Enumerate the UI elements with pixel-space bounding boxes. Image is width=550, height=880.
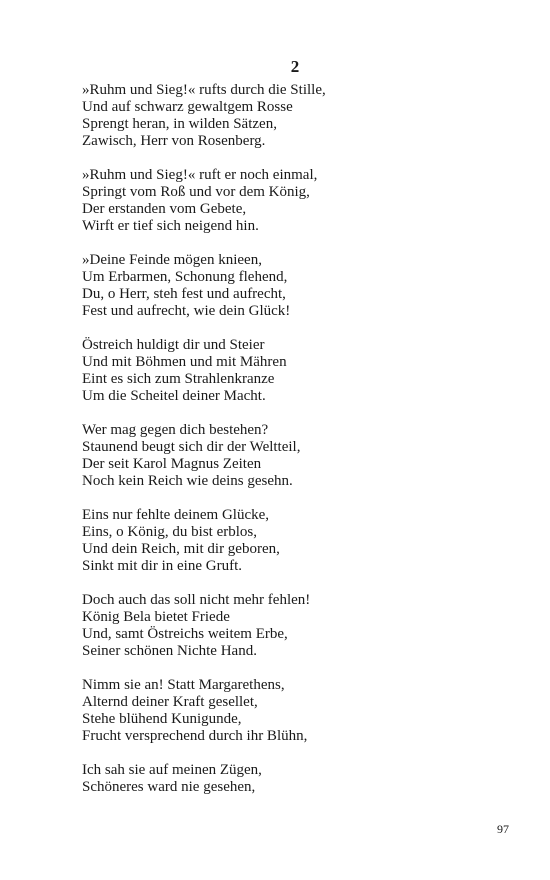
section-number: 2 [290, 57, 300, 76]
verse-line: Und mit Böhmen und mit Mähren [82, 354, 287, 370]
verse-line: Um Erbarmen, Schonung flehend, [82, 269, 288, 285]
verse-line: Und dein Reich, mit dir geboren, [82, 541, 280, 557]
verse-line: Eins nur fehlte deinem Glücke, [82, 507, 270, 523]
verse-line: Sinkt mit dir in eine Gruft. [82, 558, 242, 574]
verse-line: »Ruhm und Sieg!« ruft er noch einmal, [82, 167, 318, 183]
stanza [82, 252, 502, 320]
verse-line: Der seit Karol Magnus Zeiten [82, 456, 262, 472]
verse-line: Stehe blühend Kunigunde, [82, 711, 242, 727]
verse-line: Du, o Herr, steh fest und aufrecht, [82, 286, 286, 302]
verse-line: Staunend beugt sich dir der Weltteil, [82, 439, 301, 455]
verse-line: Seiner schönen Nichte Hand. [82, 643, 257, 659]
verse-line: Um die Scheitel deiner Macht. [82, 388, 266, 404]
verse-line: Eins, o König, du bist erblos, [82, 524, 257, 540]
verse-line: Wirft er tief sich neigend hin. [82, 218, 259, 234]
verse-line: Frucht versprechend durch ihr Blühn, [82, 728, 308, 744]
verse-line: Schöneres ward nie gesehen, [82, 779, 256, 795]
poem [82, 82, 502, 813]
stanza [82, 592, 502, 660]
verse-line: Eint es sich zum Strahlenkranze [82, 371, 275, 387]
stanza [82, 337, 502, 405]
verse-line: »Ruhm und Sieg!« rufts durch die Stille, [82, 82, 326, 98]
verse-line: Wer mag gegen dich bestehen? [82, 422, 269, 438]
verse-line: Ich sah sie auf meinen Zügen, [82, 762, 262, 778]
verse-line: Der erstanden vom Gebete, [82, 201, 247, 217]
verse-line: Doch auch das soll nicht mehr fehlen! [82, 592, 311, 608]
verse-line: Fest und aufrecht, wie dein Glück! [82, 303, 291, 319]
verse-line: König Bela bietet Friede [82, 609, 230, 625]
verse-line: Und, samt Östreichs weitem Erbe, [82, 626, 288, 642]
verse-line: Und auf schwarz gewaltgem Rosse [82, 99, 293, 115]
stanza [82, 762, 502, 796]
verse-line: Alternd deiner Kraft gesellet, [82, 694, 258, 710]
stanza [82, 507, 502, 575]
page-number: 97 [497, 822, 509, 836]
stanza [82, 167, 502, 235]
verse-line: Springt vom Roß und vor dem König, [82, 184, 310, 200]
stanza [82, 677, 502, 745]
verse-line: Zawisch, Herr von Rosenberg. [82, 133, 266, 149]
verse-line: Noch kein Reich wie deins gesehn. [82, 473, 293, 489]
verse-line: Sprengt heran, in wilden Sätzen, [82, 116, 277, 132]
verse-line: »Deine Feinde mögen knieen, [82, 252, 262, 268]
verse-line: Nimm sie an! Statt Margarethens, [82, 677, 285, 693]
verse-line: Östreich huldigt dir und Steier [82, 337, 265, 353]
stanza [82, 422, 502, 490]
stanza [82, 82, 502, 150]
